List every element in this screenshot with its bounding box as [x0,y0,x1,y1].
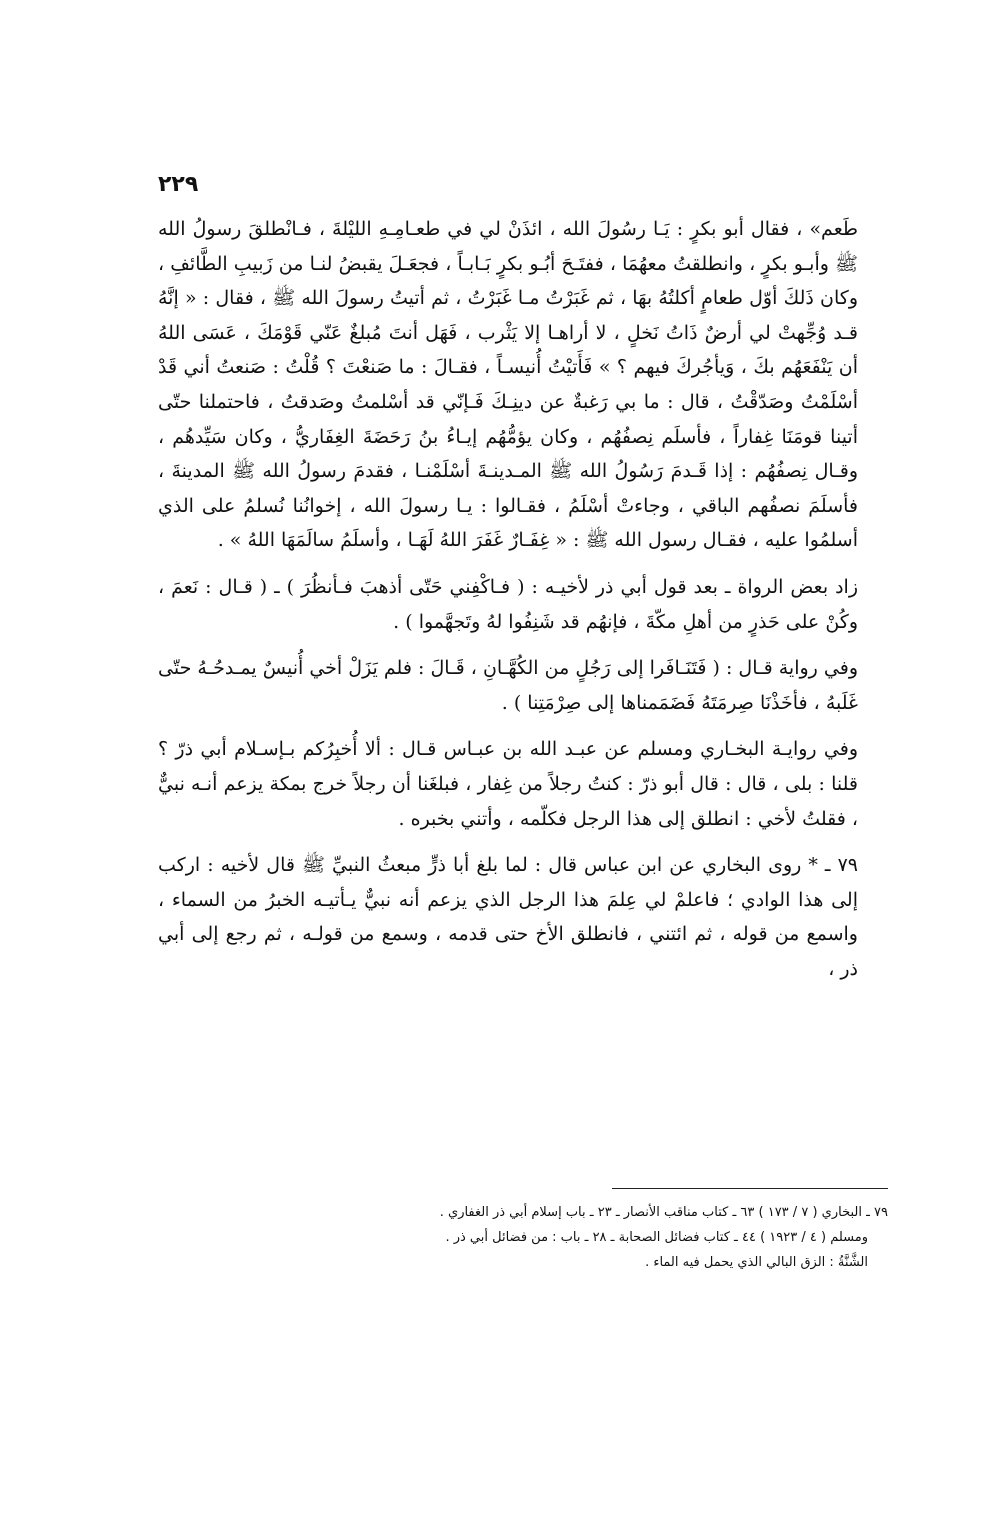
footnote-glossary: الشَّنَّةُ : الزق البالي الذي يحمل فيه الماء . [645,1255,868,1270]
body-text [158,212,858,986]
paragraph-bukhari-muslim-narration: وفي روايـة البخـاري ومسلم عن عبـد الله بن عبـاس قـال : ألا أُخبِرُكم بـإسـلام أبي ذرّ ؟ قلنا : بلى ، قال : قال أبو ذرّ : كنتُ رجلاً من غِفار ، فبلغَنا أن رجلاً خرج بمكة يزعم أنـه نبيٌّ ، فقلتُ لأخي : انطلق إلى هذا الرجل فكلّمه ، وأتني بخبره . [158,738,858,830]
footnotes [158,1200,888,1275]
footnote-bukhari-reference: ٧٩ ـ البخاري ( ٧ / ١٧٣ ) ٦٣ ـ كتاب مناقب الأنصار ـ ٢٣ ـ باب إسلام أبي ذر الغفاري . [439,1205,888,1220]
page-number: ٢٢٩ [158,172,199,197]
footnote-muslim-reference: ومسلم ( ٤ / ١٩٢٣ ) ٤٤ ـ كتاب فضائل الصحابة ـ ٢٨ ـ باب : من فضائل أبي ذر . [445,1230,868,1245]
paragraph-narration: طَعم» ، فقال أبو بكرٍ : يَـا رسُولَ الله ، ائذَنْ لي في طعـامِـهِ الليْلةَ ، فـانْطلقَ رسولُ الله ﷺ وأبـو بكرٍ ، وانطلقتُ معهُمَا ، ففتَـحَ أبُـو بكرٍ بَـابـاً ، فجعَـلَ يقبضُ لنـا من زَبيبِ الطَّائفِ ، وكان ذَلكَ أوّل طعامٍ أكلتُهُ بهَا ، ثم غَبَرْتُ مـا غَبَرْتُ ، ثم أتيتُ رسولَ الله ﷺ ، فقال : « إنَّهُ قـد وُجِّهتْ لي أرضٌ ذَاتُ نَخلٍ ، لا أراهـا إلا يَثْرب ، فَهَل أنتَ مُبلغٌ عَنّي قَوْمَكَ ، عَسَى اللهُ أن يَنْفَعَهُم بكَ ، وَيأجُركَ فيهم ؟ » فَأَتيْتُ أُنيسـاً ، فقـالَ : ما صَنعْتَ ؟ قُلْتُ : صَنعتُ أني قَدْ أسْلَمْتُ وصَدّقْتُ ، قال : ما بي رَغبةٌ عن دينِـكَ فَـإنّي قد أسْلمتُ وصَدقتُ ، فاحتملنا حتّى أتينا قومَنَا غِفاراً ، فأسلَم نِصفُهُم ، وكان يؤمُّهُم إيـاءُ بنُ رَحَضَةَ الغِفَاريُّ ، وكان سَيِّدهُم ، وقـال نِصفُهُم : إذا قَـدمَ رَسُولُ الله ﷺ المـدينـةَ أسْلَمْنـا ، فقدمَ رسولُ الله ﷺ المدينةَ ، فأسلَمَ نصفُهم الباقي ، وجاءتْ أسْلَمُ ، فقـالوا : يـا رسولَ الله ، إخوانُنا نُسلمُ على الذي أسلمُوا عليه ، فقـال رسول الله ﷺ : « غِفَـارٌ غَفَرَ اللهُ لَهَـا ، وأسلَمُ سالَمَهَا اللهُ » . [158,218,859,552]
footnote-divider [612,1188,888,1189]
paragraph-narrators-addition: زاد بعض الرواة ـ بعد قول أبي ذر لأخيـه : ( فـاكْفِني حَتّى أذهبَ فـأنظُرَ ) ـ ( قـال : نَعمَ ، وكُنْ على حَذرٍ من أهلِ مكّةَ ، فإنهُم قد شَنِفُوا لهُ وتَجهَّموا ) . [158,575,858,633]
paragraph-hadith-79: ٧٩ ـ * روى البخاري عن ابن عباس قال : لما بلغ أبا ذرٍّ مبعثُ النبيِّ ﷺ قال لأخيه : اركب إلى هذا الوادي ؛ فاعلمْ لي عِلمَ هذا الرجل الذي يزعم أنه نبيٌّ يـأتيـه الخبرُ من السماء ، واسمع من قوله ، ثم ائتني ، فانطلق الأخ حتى قدمه ، وسمع من قولـه ، ثم رجع إلى أبي ذر ، [158,854,858,980]
paragraph-alternate-narration: وفي رواية قـال : ( فَتَنَـافَرا إلى رَجُلٍ من الكُهَّـانِ ، قَـالَ : فلم يَزَلْ أخي أُنيسٌ يمـدحُـهُ حتّى غَلَبهُ ، فأخَذْنَا صِرمَتَهُ فَضَمَمناها إلى صِرْمَتِنا ) . [158,657,858,714]
